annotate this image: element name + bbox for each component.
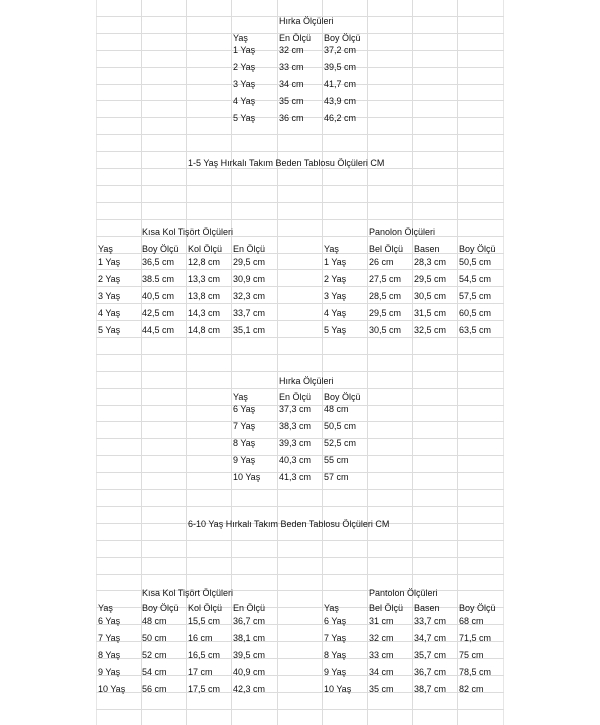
tshirt-cell: 8 Yaş xyxy=(98,650,121,660)
grid-row-line xyxy=(96,506,504,507)
pants-header-waist-2: Bel Ölçü xyxy=(369,603,404,613)
pants-cell: 10 Yaş xyxy=(324,684,352,694)
tshirt-cell: 14,3 cm xyxy=(188,308,221,318)
cardigan-cell: 39,5 cm xyxy=(324,62,357,72)
cardigan-cell: 46,2 cm xyxy=(324,113,357,123)
grid-row-line xyxy=(96,185,504,186)
pants-cell: 60,5 cm xyxy=(459,308,492,318)
tshirt-cell: 56 cm xyxy=(142,684,167,694)
cardigan-cell: 57 cm xyxy=(324,472,349,482)
cardigan-cell: 36 cm xyxy=(279,113,304,123)
tshirt-cell: 54 cm xyxy=(142,667,167,677)
pants-cell: 29,5 cm xyxy=(369,308,402,318)
tshirt-cell: 44,5 cm xyxy=(142,325,175,335)
cardigan-cell: 37,2 cm xyxy=(324,45,357,55)
tshirt-cell: 7 Yaş xyxy=(98,633,121,643)
cardigan-cell: 40,3 cm xyxy=(279,455,312,465)
grid-row-line xyxy=(96,388,504,389)
cardigan-cell: 2 Yaş xyxy=(233,62,256,72)
pants-cell: 36,7 cm xyxy=(414,667,447,677)
grid-row-line xyxy=(96,303,504,304)
tshirt-cell: 42,5 cm xyxy=(142,308,175,318)
tshirt-cell: 38.5 cm xyxy=(142,274,175,284)
tshirt-cell: 6 Yaş xyxy=(98,616,121,626)
tshirt-cell: 16,5 cm xyxy=(188,650,221,660)
grid-column-line xyxy=(457,0,458,725)
cardigan-cell: 33 cm xyxy=(279,62,304,72)
tshirt-cell: 17 cm xyxy=(188,667,213,677)
pants-cell: 35,7 cm xyxy=(414,650,447,660)
grid-row-line xyxy=(96,269,504,270)
pants-cell: 8 Yaş xyxy=(324,650,347,660)
cardigan-cell: 41,7 cm xyxy=(324,79,357,89)
grid-column-line xyxy=(231,0,232,725)
grid-row-line xyxy=(96,337,504,338)
pants-header-age-1: Yaş xyxy=(324,244,339,254)
cardigan-cell: 9 Yaş xyxy=(233,455,256,465)
grid-edge-line xyxy=(96,0,97,725)
pants-cell: 75 cm xyxy=(459,650,484,660)
grid-row-line xyxy=(96,540,504,541)
tshirt-cell: 14,8 cm xyxy=(188,325,221,335)
tshirt-header-width-1: En Ölçü xyxy=(233,244,266,254)
section-heading-1: 1-5 Yaş Hırkalı Takım Beden Tablosu Ölçüleri CM xyxy=(188,158,385,168)
tshirt-cell: 40,5 cm xyxy=(142,291,175,301)
cardigan-cell: 37,3 cm xyxy=(279,404,312,414)
pants-cell: 29,5 cm xyxy=(414,274,447,284)
cardigan-cell: 38,3 cm xyxy=(279,421,312,431)
pants-cell: 54,5 cm xyxy=(459,274,492,284)
tshirt-cell: 2 Yaş xyxy=(98,274,121,284)
tshirt-header-age-2: Yaş xyxy=(98,603,113,613)
pants-header-waist-1: Bel Ölçü xyxy=(369,244,404,254)
cardigan-cell: 41,3 cm xyxy=(279,472,312,482)
tshirt-cell: 50 cm xyxy=(142,633,167,643)
cardigan-cell: 8 Yaş xyxy=(233,438,256,448)
grid-column-line xyxy=(322,0,323,725)
pants-cell: 57,5 cm xyxy=(459,291,492,301)
cardigan-cell: 48 cm xyxy=(324,404,349,414)
grid-column-line xyxy=(367,0,368,725)
tshirt-cell: 40,9 cm xyxy=(233,667,266,677)
pants-cell: 33 cm xyxy=(369,650,394,660)
pants-cell: 30,5 cm xyxy=(414,291,447,301)
tshirt-title-2: Kısa Kol Tişört Ölçüleri xyxy=(142,588,234,598)
cardigan-title-1: Hırka Ölçüleri xyxy=(279,16,334,26)
pants-cell: 50,5 cm xyxy=(459,257,492,267)
tshirt-cell: 3 Yaş xyxy=(98,291,121,301)
tshirt-cell: 52 cm xyxy=(142,650,167,660)
grid-row-line xyxy=(96,134,504,135)
pants-cell: 34,7 cm xyxy=(414,633,447,643)
pants-cell: 32,5 cm xyxy=(414,325,447,335)
pants-cell: 27,5 cm xyxy=(369,274,402,284)
grid-row-line xyxy=(96,151,504,152)
cardigan-header-length-2: Boy Ölçü xyxy=(324,392,361,402)
grid-row-line xyxy=(96,320,504,321)
grid-row-line xyxy=(96,219,504,220)
pants-header-length-2: Boy Ölçü xyxy=(459,603,496,613)
cardigan-cell: 55 cm xyxy=(324,455,349,465)
tshirt-cell: 38,1 cm xyxy=(233,633,266,643)
grid-column-line xyxy=(277,0,278,725)
grid-column-line xyxy=(186,0,187,725)
pants-cell: 32 cm xyxy=(369,633,394,643)
tshirt-header-sleeve-2: Kol Ölçü xyxy=(188,603,223,613)
section-heading-2: 6-10 Yaş Hırkalı Takım Beden Tablosu Ölçüleri CM xyxy=(188,519,390,529)
tshirt-header-age-1: Yaş xyxy=(98,244,113,254)
tshirt-cell: 9 Yaş xyxy=(98,667,121,677)
tshirt-cell: 13,8 cm xyxy=(188,291,221,301)
cardigan-header-age-1: Yaş xyxy=(233,33,248,43)
cardigan-cell: 6 Yaş xyxy=(233,404,256,414)
pants-cell: 33,7 cm xyxy=(414,616,447,626)
pants-cell: 63,5 cm xyxy=(459,325,492,335)
tshirt-cell: 12,8 cm xyxy=(188,257,221,267)
tshirt-cell: 16 cm xyxy=(188,633,213,643)
tshirt-cell: 33,7 cm xyxy=(233,308,266,318)
pants-cell: 38,7 cm xyxy=(414,684,447,694)
grid-edge-line xyxy=(503,0,504,725)
tshirt-cell: 13,3 cm xyxy=(188,274,221,284)
tshirt-cell: 35,1 cm xyxy=(233,325,266,335)
tshirt-cell: 36,5 cm xyxy=(142,257,175,267)
tshirt-cell: 36,7 cm xyxy=(233,616,266,626)
pants-cell: 35 cm xyxy=(369,684,394,694)
pants-cell: 5 Yaş xyxy=(324,325,347,335)
cardigan-cell: 3 Yaş xyxy=(233,79,256,89)
pants-header-hip-2: Basen xyxy=(414,603,440,613)
pants-title-1: Panolon Ölçüleri xyxy=(369,227,436,237)
tshirt-cell: 32,3 cm xyxy=(233,291,266,301)
cardigan-cell: 52,5 cm xyxy=(324,438,357,448)
grid-row-line xyxy=(96,574,504,575)
tshirt-cell: 5 Yaş xyxy=(98,325,121,335)
grid-row-line xyxy=(96,489,504,490)
tshirt-header-width-2: En Ölçü xyxy=(233,603,266,613)
cardigan-cell: 35 cm xyxy=(279,96,304,106)
pants-cell: 4 Yaş xyxy=(324,308,347,318)
grid-row-line xyxy=(96,557,504,558)
pants-cell: 7 Yaş xyxy=(324,633,347,643)
tshirt-cell: 42,3 cm xyxy=(233,684,266,694)
tshirt-header-sleeve-1: Kol Ölçü xyxy=(188,244,223,254)
pants-cell: 9 Yaş xyxy=(324,667,347,677)
pants-cell: 68 cm xyxy=(459,616,484,626)
pants-cell: 28,3 cm xyxy=(414,257,447,267)
pants-cell: 82 cm xyxy=(459,684,484,694)
grid-row-line xyxy=(96,709,504,710)
grid-row-line xyxy=(96,371,504,372)
tshirt-cell: 4 Yaş xyxy=(98,308,121,318)
pants-cell: 3 Yaş xyxy=(324,291,347,301)
cardigan-cell: 5 Yaş xyxy=(233,113,256,123)
grid-row-line xyxy=(96,354,504,355)
tshirt-title-1: Kısa Kol Tişört Ölçüleri xyxy=(142,227,234,237)
pants-cell: 31,5 cm xyxy=(414,308,447,318)
cardigan-cell: 1 Yaş xyxy=(233,45,256,55)
tshirt-cell: 39,5 cm xyxy=(233,650,266,660)
cardigan-header-width-2: En Ölçü xyxy=(279,392,312,402)
tshirt-cell: 15,5 cm xyxy=(188,616,221,626)
cardigan-cell: 32 cm xyxy=(279,45,304,55)
pants-cell: 30,5 cm xyxy=(369,325,402,335)
tshirt-cell: 48 cm xyxy=(142,616,167,626)
cardigan-header-length-1: Boy Ölçü xyxy=(324,33,361,43)
pants-cell: 2 Yaş xyxy=(324,274,347,284)
tshirt-cell: 10 Yaş xyxy=(98,684,126,694)
cardigan-cell: 43,9 cm xyxy=(324,96,357,106)
grid-column-line xyxy=(412,0,413,725)
pants-cell: 78,5 cm xyxy=(459,667,492,677)
tshirt-header-length-2: Boy Ölçü xyxy=(142,603,179,613)
cardigan-cell: 10 Yaş xyxy=(233,472,261,482)
pants-title-2: Pantolon Ölçüleri xyxy=(369,588,438,598)
tshirt-cell: 30,9 cm xyxy=(233,274,266,284)
grid-row-line xyxy=(96,286,504,287)
cardigan-header-age-2: Yaş xyxy=(233,392,248,402)
tshirt-cell: 29,5 cm xyxy=(233,257,266,267)
pants-cell: 28,5 cm xyxy=(369,291,402,301)
cardigan-cell: 50,5 cm xyxy=(324,421,357,431)
tshirt-cell: 17,5 cm xyxy=(188,684,221,694)
pants-cell: 71,5 cm xyxy=(459,633,492,643)
pants-cell: 1 Yaş xyxy=(324,257,347,267)
cardigan-cell: 34 cm xyxy=(279,79,304,89)
pants-cell: 34 cm xyxy=(369,667,394,677)
cardigan-title-2: Hırka Ölçüleri xyxy=(279,376,334,386)
cardigan-cell: 39,3 cm xyxy=(279,438,312,448)
tshirt-cell: 1 Yaş xyxy=(98,257,121,267)
pants-header-length-1: Boy Ölçü xyxy=(459,244,496,254)
grid-row-line xyxy=(96,202,504,203)
pants-header-hip-1: Basen xyxy=(414,244,440,254)
pants-header-age-2: Yaş xyxy=(324,603,339,613)
pants-cell: 6 Yaş xyxy=(324,616,347,626)
cardigan-cell: 4 Yaş xyxy=(233,96,256,106)
cardigan-header-width-1: En Ölçü xyxy=(279,33,312,43)
pants-cell: 31 cm xyxy=(369,616,394,626)
cardigan-cell: 7 Yaş xyxy=(233,421,256,431)
tshirt-header-length-1: Boy Ölçü xyxy=(142,244,179,254)
pants-cell: 26 cm xyxy=(369,257,394,267)
